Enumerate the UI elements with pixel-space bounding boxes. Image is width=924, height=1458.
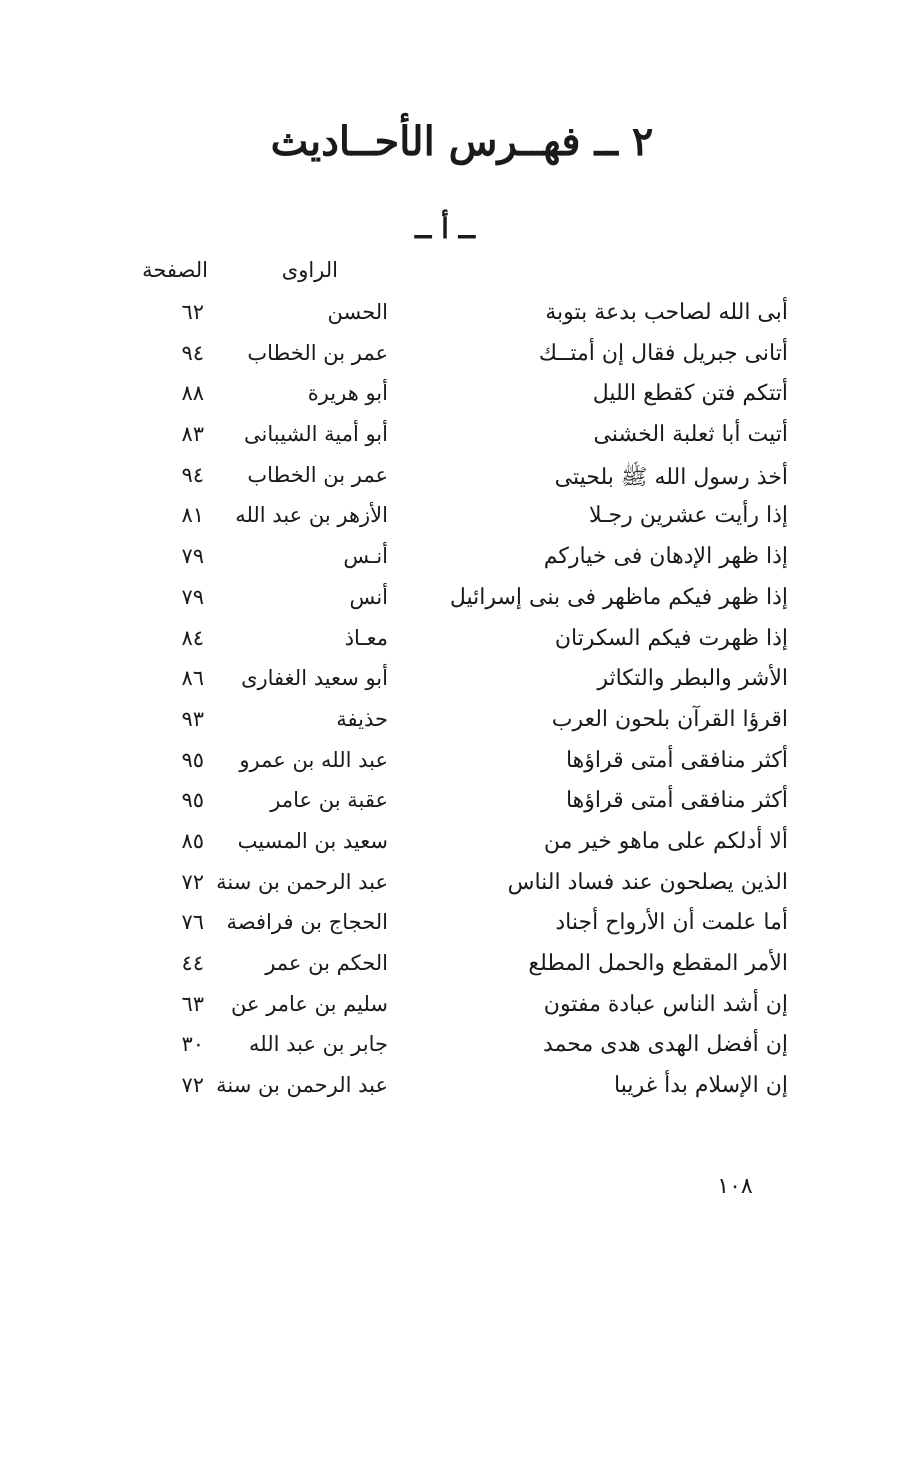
index-row <box>0 422 924 463</box>
page-number: ٦٢ <box>181 300 204 324</box>
index-row <box>0 626 924 667</box>
hadith-text: إذا ظهر فيكم ماظهر فى بنى إسرائيل <box>449 584 788 610</box>
narrator-name: معـاذ <box>344 625 388 650</box>
page-number: ٩٥ <box>181 788 204 813</box>
index-row <box>0 341 924 382</box>
narrator-name: عقبة بن عامر <box>270 788 388 813</box>
hadith-text: أكثر منافقى أمتى قراؤها <box>565 788 788 814</box>
narrator-name: حذيفة <box>336 706 388 731</box>
page-number: ٩٥ <box>181 747 204 772</box>
narrator-name: أبو أمية الشيبانى <box>244 422 388 447</box>
hadith-text: أخذ رسول الله ﷺ بلحيتى <box>554 464 788 490</box>
page-number: ٨٦ <box>181 666 204 691</box>
narrator-name: عمر بن الخطاب <box>247 340 388 365</box>
hadith-text: الأمر المقطع والحمل المطلع <box>528 951 788 976</box>
hadith-text: إن أفضل الهدى هدى محمد <box>543 1032 788 1058</box>
page-number: ٩٤ <box>181 340 204 365</box>
narrator-name: الحجاج بن فرافصة <box>226 910 388 935</box>
index-row <box>0 463 924 504</box>
page-number: ٧٦ <box>181 910 204 935</box>
page-number: ٦٣ <box>181 991 204 1016</box>
narrator-name: الحسن <box>327 300 388 324</box>
hadith-text: أكثر منافقى أمتى قراؤها <box>565 747 788 773</box>
page-number: ٨٣ <box>181 422 204 447</box>
page-number: ٧٩ <box>181 584 204 609</box>
index-row <box>0 951 924 992</box>
page-number: ٤٤ <box>181 951 204 975</box>
column-header-page: الصفحة <box>142 258 208 282</box>
hadith-text: أتانى جبريل فقال إن أمتــك <box>538 340 788 366</box>
index-row <box>0 1073 924 1114</box>
index-row <box>0 748 924 789</box>
hadith-text: إذا ظهرت فيكم السكرتان <box>554 625 788 651</box>
narrator-name: أبو سعيد الغفارى <box>241 666 388 691</box>
page-number: ٧٢ <box>181 1073 204 1098</box>
hadith-index-list <box>0 300 924 1114</box>
page-number: ٨٥ <box>181 828 204 853</box>
hadith-text: أتيت أبا ثعلبة الخشنى <box>593 422 788 448</box>
page-number: ٩٣ <box>181 706 204 731</box>
page-number: ٨٤ <box>181 625 204 650</box>
narrator-name: الحكم بن عمر <box>265 951 388 975</box>
narrator-name: أبو هريرة <box>307 381 388 406</box>
hadith-text: إذا ظهر الإدهان فى خياركم <box>543 544 788 570</box>
hadith-text: أتتكم فتن كقطع الليل <box>592 381 788 407</box>
page-number: ٩٤ <box>181 462 204 487</box>
narrator-name: أنـس <box>343 544 388 569</box>
index-row <box>0 381 924 422</box>
page-number: ٨١ <box>181 503 204 528</box>
index-row <box>0 910 924 951</box>
page-number: ٧٢ <box>181 869 204 894</box>
hadith-text: الذين يصلحون عند فساد الناس <box>507 869 788 895</box>
column-header-narrator: الراوى <box>281 258 338 282</box>
page-number: ٣٠ <box>181 1032 204 1057</box>
index-row <box>0 788 924 829</box>
narrator-name: عبد الرحمن بن سنة <box>216 1073 388 1098</box>
page-number: ٨٨ <box>181 381 204 406</box>
narrator-name: جابر بن عبد الله <box>248 1032 388 1057</box>
index-row <box>0 585 924 626</box>
hadith-text: الأشر والبطر والتكاثر <box>597 666 788 692</box>
hadith-text: إن الإسلام بدأ غريبا <box>614 1073 788 1099</box>
narrator-name: أنس <box>349 584 388 609</box>
index-row <box>0 544 924 585</box>
index-row <box>0 870 924 911</box>
narrator-name: الأزهر بن عبد الله <box>235 503 388 528</box>
narrator-name: عمر بن الخطاب <box>247 462 388 487</box>
hadith-text: اقرؤا القرآن بلحون العرب <box>551 706 788 732</box>
index-row <box>0 666 924 707</box>
index-row <box>0 707 924 748</box>
index-row <box>0 503 924 544</box>
hadith-text: أما علمت أن الأرواح أجناد <box>555 910 788 936</box>
index-row <box>0 992 924 1033</box>
narrator-name: عبد الله بن عمرو <box>239 747 388 772</box>
narrator-name: عبد الرحمن بن سنة <box>216 869 388 894</box>
index-row <box>0 829 924 870</box>
narrator-name: سعيد بن المسيب <box>237 828 388 853</box>
index-row <box>0 1032 924 1073</box>
section-letter-heading: ــ أ ــ <box>414 212 476 245</box>
hadith-text: إذا رأيت عشرين رجـلا <box>588 503 788 529</box>
page-title: ٢ ــ فهــرس الأحــاديث <box>270 118 654 165</box>
hadith-text: إن أشد الناس عبادة مفتون <box>543 991 788 1017</box>
page-number: ٧٩ <box>181 544 204 569</box>
index-row <box>0 300 924 341</box>
page-folio-number: ١٠٨ <box>717 1174 753 1199</box>
hadith-text: ألا أدلكم على ماهو خير من <box>543 828 788 854</box>
hadith-text: أبى الله لصاحب بدعة بتوبة <box>545 300 788 325</box>
narrator-name: سليم بن عامر عن <box>231 991 388 1016</box>
